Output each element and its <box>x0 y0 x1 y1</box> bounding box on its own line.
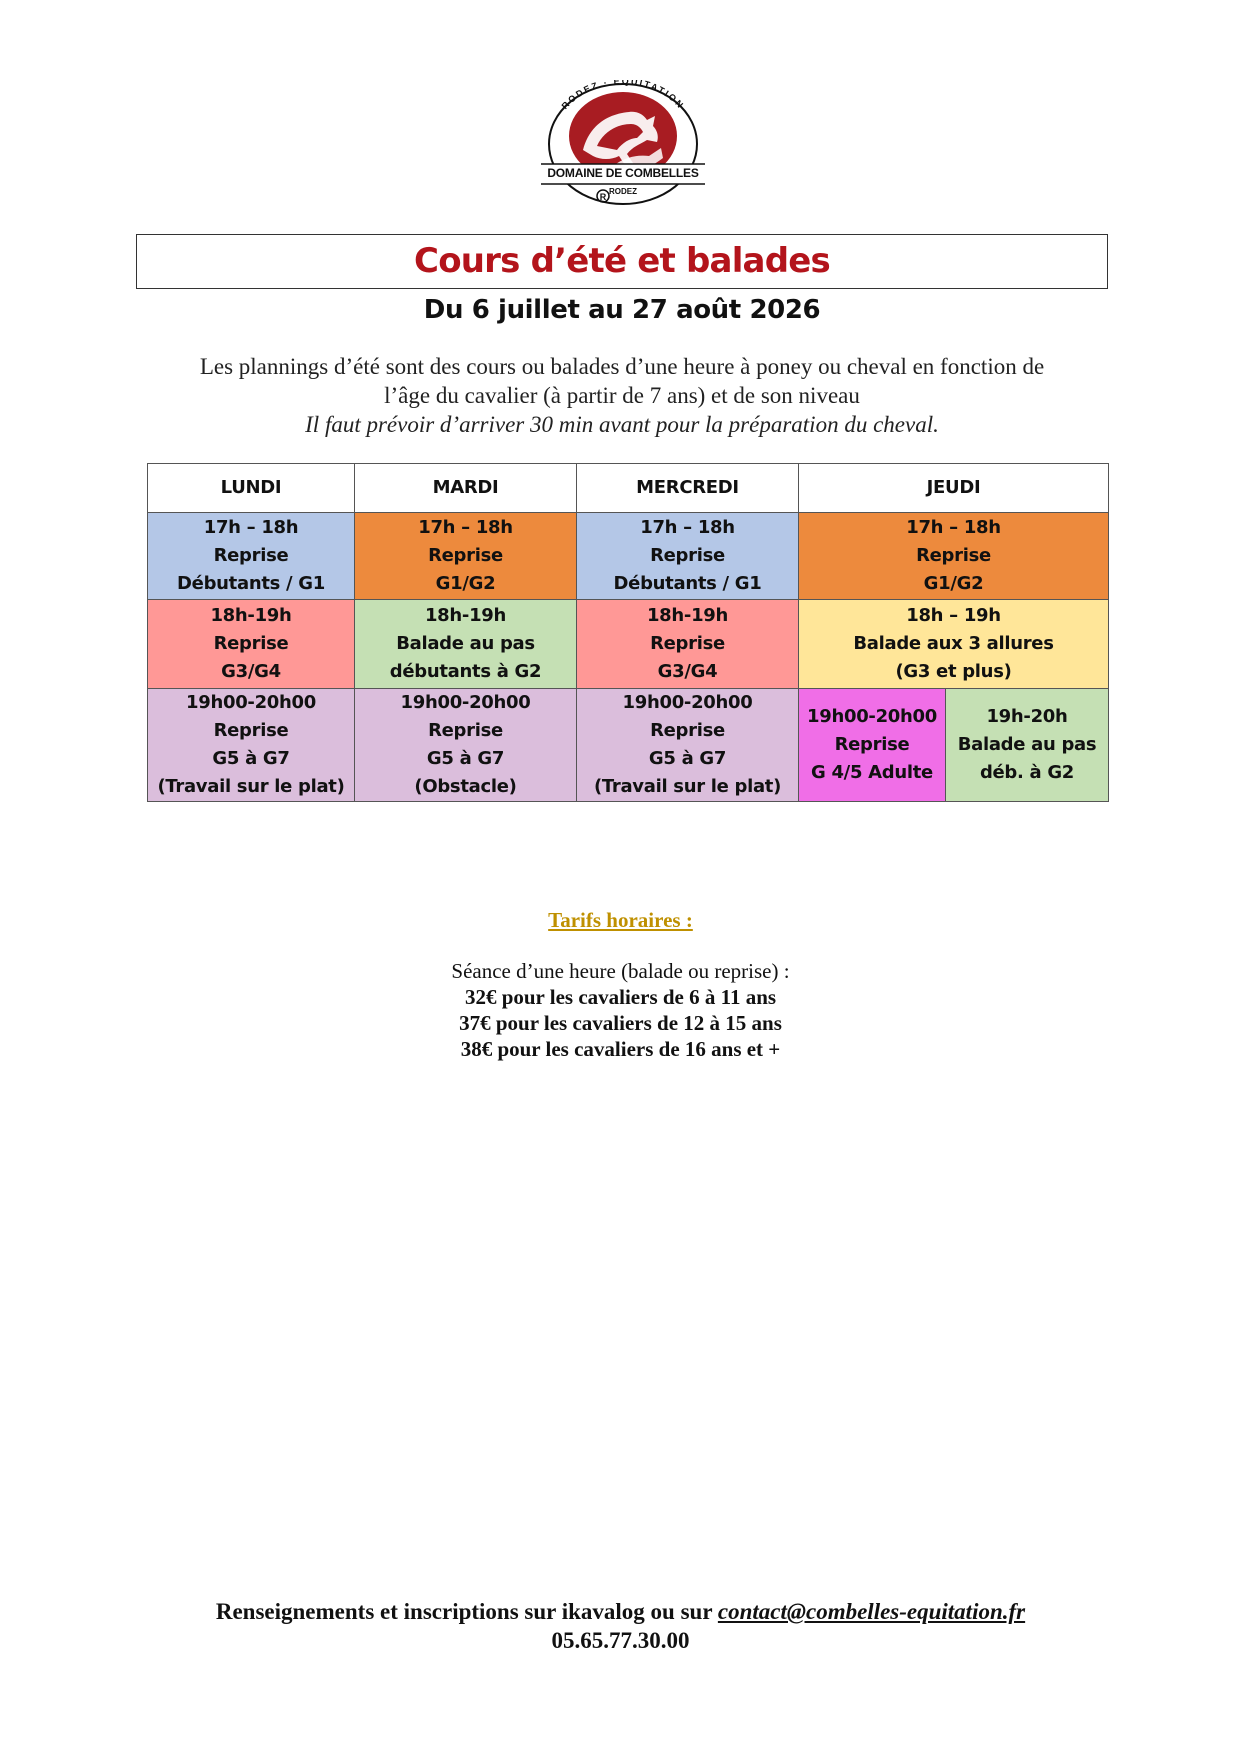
schedule-cell <box>799 513 1109 600</box>
table-header-row <box>148 464 1109 513</box>
schedule-cell <box>577 689 799 802</box>
cell-time: 18h-19h <box>646 605 729 626</box>
schedule-cell <box>577 513 799 600</box>
day-header-jeudi: JEUDI <box>799 464 1109 513</box>
intro-text <box>136 352 1108 439</box>
cell-time: 19h00-20h00 <box>186 692 316 713</box>
schedule-cell <box>799 689 946 802</box>
cell-time: 19h00-20h00 <box>622 692 753 713</box>
cell-activity: Reprise <box>428 720 503 741</box>
cell-activity: Reprise <box>916 545 991 566</box>
cell-activity: Reprise <box>213 633 289 654</box>
intro-line-1: Les plannings d’été sont des cours ou balades d’une heure à poney ou cheval en fonction de <box>199 354 1045 379</box>
cell-activity: Balade au pas <box>957 734 1097 755</box>
page-title: Cours d’été et balades <box>414 241 830 281</box>
footer-line <box>0 1597 1241 1626</box>
tarifs-title: Tarifs horaires : <box>548 908 693 932</box>
cell-time: 17h – 18h <box>640 517 735 538</box>
tarifs-intro: Séance d’une heure (balade ou reprise) : <box>451 959 790 983</box>
cell-activity: Reprise <box>650 545 725 566</box>
table-row <box>148 513 1109 600</box>
cell-time: 19h-20h <box>986 706 1068 727</box>
cell-note: (Obstacle) <box>414 776 517 797</box>
cell-activity: Reprise <box>213 720 289 741</box>
cell-level: G1/G2 <box>923 573 984 594</box>
cell-time: 18h-19h <box>210 605 292 626</box>
cell-level: G5 à G7 <box>426 748 505 769</box>
schedule-cell <box>799 600 1109 689</box>
cell-activity: Balade au pas <box>396 633 535 654</box>
cell-activity: Reprise <box>650 633 725 654</box>
cell-activity: Reprise <box>650 720 725 741</box>
club-logo <box>537 80 709 210</box>
footer <box>0 1597 1241 1655</box>
tarif-item: 32€ pour les cavaliers de 6 à 11 ans <box>464 985 777 1009</box>
schedule-cell <box>946 689 1109 802</box>
cell-time: 17h – 18h <box>906 517 1001 538</box>
schedule-cell <box>148 689 355 802</box>
tarif-item: 37€ pour les cavaliers de 12 à 15 ans <box>459 1011 782 1035</box>
tarif-item: 38€ pour les cavaliers de 16 ans et + <box>460 1037 781 1061</box>
day-header-mardi: MARDI <box>355 464 577 513</box>
cell-level: G5 à G7 <box>212 748 290 769</box>
cell-time: 18h-19h <box>424 605 507 626</box>
schedule-cell <box>577 600 799 689</box>
cell-level: G1/G2 <box>435 573 496 594</box>
table-row <box>148 600 1109 689</box>
cell-time: 17h – 18h <box>203 517 299 538</box>
schedule-cell <box>355 600 577 689</box>
schedule-cell <box>148 513 355 600</box>
logo-ring-text: RODEZ · ÉQUITATION <box>559 80 687 112</box>
footer-text: Renseignements et inscriptions sur ikavalog ou sur <box>215 1599 718 1624</box>
page-subtitle: Du 6 juillet au 27 août 2026 <box>423 295 821 325</box>
logo-sub: RODEZ <box>609 187 637 196</box>
svg-text:R: R <box>599 192 607 202</box>
cell-level: G3/G4 <box>657 661 718 682</box>
cell-activity: Reprise <box>428 545 503 566</box>
cell-level: G3/G4 <box>221 661 281 682</box>
schedule-cell <box>355 689 577 802</box>
cell-level: déb. à G2 <box>979 762 1075 783</box>
cell-activity: Balade aux 3 allures <box>853 633 1054 654</box>
tarifs-list <box>0 958 1241 1062</box>
cell-time: 17h – 18h <box>418 517 513 538</box>
cell-level: débutants à G2 <box>389 661 542 682</box>
cell-level: G5 à G7 <box>648 748 727 769</box>
cell-activity: Reprise <box>834 734 910 755</box>
footer-phone: 05.65.77.30.00 <box>551 1628 690 1653</box>
table-row <box>148 689 1109 802</box>
contact-email-link[interactable]: contact@combelles-equitation.fr <box>717 1599 1026 1624</box>
intro-line-2: l’âge du cavalier (à partir de 7 ans) et de son niveau <box>384 383 860 408</box>
cell-level: G 4/5 Adulte <box>811 762 933 783</box>
cell-note: (Travail sur le plat) <box>157 776 345 797</box>
day-header-mercredi: MERCREDI <box>577 464 799 513</box>
cell-level: Débutants / G1 <box>613 573 762 594</box>
schedule-table <box>147 463 1109 802</box>
cell-time: 19h00-20h00 <box>807 706 937 727</box>
schedule-cell <box>355 513 577 600</box>
cell-note: (Travail sur le plat) <box>593 776 782 797</box>
cell-level: Débutants / G1 <box>177 573 325 594</box>
cell-time: 18h – 19h <box>906 605 1001 626</box>
logo-name: DOMAINE DE COMBELLES <box>547 166 699 180</box>
cell-time: 19h00-20h00 <box>400 692 531 713</box>
title-box <box>136 234 1108 289</box>
cell-level: (G3 et plus) <box>895 661 1012 682</box>
day-header-lundi: LUNDI <box>148 464 355 513</box>
cell-activity: Reprise <box>213 545 289 566</box>
intro-line-3: Il faut prévoir d’arriver 30 min avant pour la préparation du cheval. <box>305 412 939 437</box>
schedule-cell <box>148 600 355 689</box>
